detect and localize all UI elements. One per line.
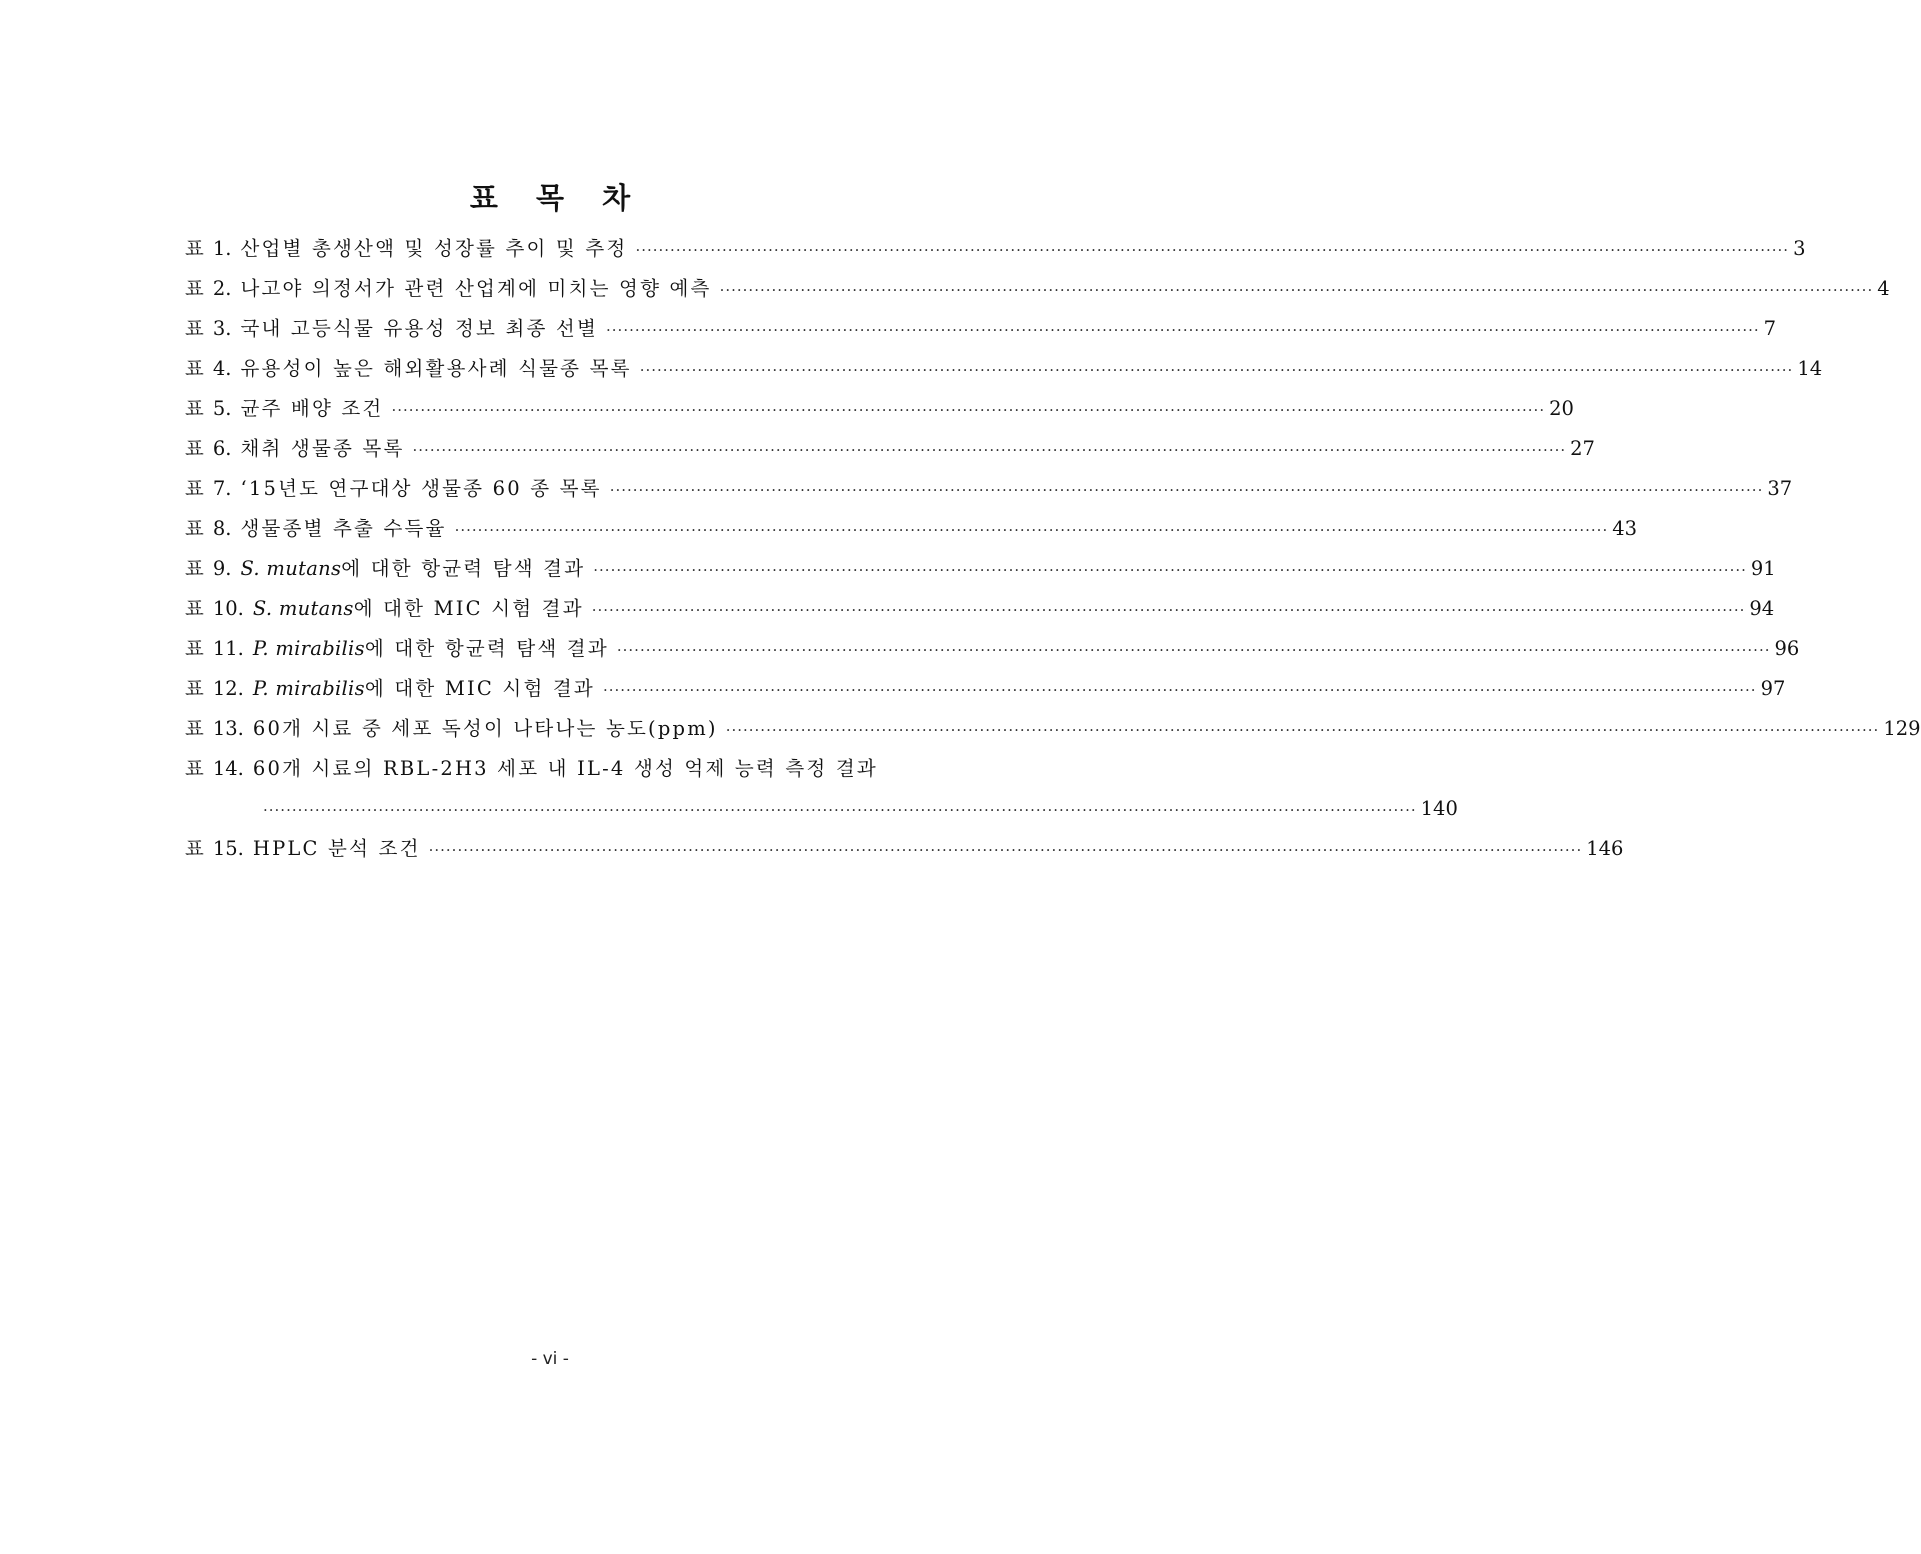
toc-entry[interactable] [185,309,1777,349]
entry-page: 20 [1549,397,1574,420]
entry-title: 균주 배양 조건 [240,397,384,420]
entry-prefix: 표 [185,317,204,340]
table-of-contents [185,229,1921,869]
entry-number: 14. [212,757,244,780]
entry-number: 5. [212,397,232,420]
entry-page: 3 [1793,237,1806,260]
entry-prefix: 표 [185,637,204,660]
toc-entry[interactable] [185,629,1800,669]
dot-leader: ········································································································································································································ [639,361,1794,379]
species-name: P. mirabilis [252,637,365,660]
entry-page: 94 [1749,597,1775,620]
entry-title [253,669,595,709]
entry-title-text: 에 대한 항균력 탐색 결과 [341,557,586,580]
entry-title [253,589,584,629]
entry-page: 43 [1612,517,1638,540]
entry-title: 유용성이 높은 해외활용사례 식물종 목록 [240,357,632,380]
toc-entry[interactable] [185,349,1823,389]
page-title: 표 목 차 [469,181,645,215]
entry-title: 채취 생물종 목록 [240,437,405,460]
entry-title [253,629,609,669]
page-number: - vi - [531,1349,569,1369]
entry-prefix: 표 [185,237,204,260]
toc-entry[interactable] [185,549,1776,589]
entry-prefix: 표 [185,557,204,580]
entry-page: 4 [1877,277,1890,300]
entry-number: 11. [212,637,244,660]
species-name: S. mutans [252,597,354,620]
entry-prefix: 표 [185,757,204,780]
dot-leader: ········································································································································································································ [616,641,1771,659]
dot-leader: ········································································································································································································ [719,281,1874,299]
toc-entry[interactable] [185,829,1624,869]
entry-number: 7. [212,477,232,500]
entry-prefix: 표 [185,357,204,380]
entry-prefix: 표 [185,277,204,300]
entry-title: 60개 시료 중 세포 독성이 나타나는 농도(ppm) [252,717,718,740]
entry-title-text: 에 대한 항균력 탐색 결과 [364,637,609,660]
entry-title: ‘15년도 연구대상 생물종 60 종 목록 [240,477,602,500]
entry-number: 13. [212,717,244,740]
entry-prefix: 표 [185,717,204,740]
entry-page: 96 [1774,637,1800,660]
entry-number: 15. [212,837,244,860]
species-name: P. mirabilis [252,677,365,700]
toc-entry[interactable] [185,229,1806,269]
entry-prefix: 표 [185,437,204,460]
dot-leader: ········································································································································································································ [454,521,1609,539]
entry-prefix: 표 [185,517,204,540]
dot-leader: ········································································································································································································ [591,601,1746,619]
toc-entry[interactable] [185,429,1595,469]
entry-title [240,549,585,589]
entry-number: 2. [212,277,232,300]
dot-leader: ········································································································································································································ [725,721,1880,739]
entry-prefix: 표 [185,677,204,700]
toc-entry[interactable] [185,749,917,789]
entry-title: 산업별 총생산액 및 성장률 추이 및 추정 [240,237,628,260]
entry-page: 27 [1570,437,1595,460]
dot-leader: ········································································································································································································ [606,321,1760,339]
entry-title-text: 에 대한 MIC 시험 결과 [353,597,584,620]
toc-entry-continuation[interactable] [185,789,1458,829]
dot-leader: ········································································································································································································ [609,481,1764,499]
dot-leader: ········································································································································································································ [635,241,1790,259]
entry-page: 129 [1883,717,1921,740]
toc-entry[interactable] [185,669,1786,709]
entry-title-text: 에 대한 MIC 시험 결과 [364,677,595,700]
entry-number: 8. [212,517,232,540]
entry-prefix: 표 [185,837,204,860]
entry-title: 60개 시료의 RBL-2H3 세포 내 IL-4 생성 억제 능력 측정 결과 [252,757,878,780]
entry-number: 6. [212,437,232,460]
toc-entry[interactable] [185,469,1793,509]
toc-entry[interactable] [185,269,1890,309]
entry-title: 나고야 의정서가 관련 산업계에 미치는 영향 예측 [240,277,712,300]
entry-number: 3. [212,317,232,340]
entry-title: 국내 고등식물 유용성 정보 최종 선별 [240,317,599,340]
dot-leader: ········································································································································································································ [391,401,1546,419]
entry-page: 7 [1763,317,1777,340]
entry-prefix: 표 [185,397,204,420]
entry-number: 1. [212,237,232,260]
entry-title: 생물종별 추출 수득율 [240,517,447,540]
entry-page: 140 [1420,797,1458,820]
toc-entry[interactable] [185,589,1775,629]
species-name: S. mutans [240,557,342,580]
entry-prefix: 표 [185,477,204,500]
entry-title: HPLC 분석 조건 [252,837,421,860]
entry-page: 97 [1760,677,1786,700]
entry-number: 12. [212,677,244,700]
dot-leader: ········································································································································································································ [602,681,1757,699]
dot-leader: ········································································································································································································ [412,441,1567,459]
entry-prefix: 표 [185,597,204,620]
toc-entry[interactable] [185,389,1574,429]
entry-page: 146 [1586,837,1624,860]
entry-number: 10. [212,597,244,620]
dot-leader: ········································································································································································································ [428,841,1583,859]
entry-page: 37 [1767,477,1793,500]
toc-entry[interactable] [185,709,1921,749]
entry-number: 4. [212,357,232,380]
dot-leader: ········································································································································································································ [263,801,1417,819]
entry-number: 9. [212,557,232,580]
dot-leader: ········································································································································································································ [593,561,1747,579]
toc-entry[interactable] [185,509,1638,549]
entry-page: 14 [1797,357,1823,380]
entry-page: 91 [1750,557,1776,580]
